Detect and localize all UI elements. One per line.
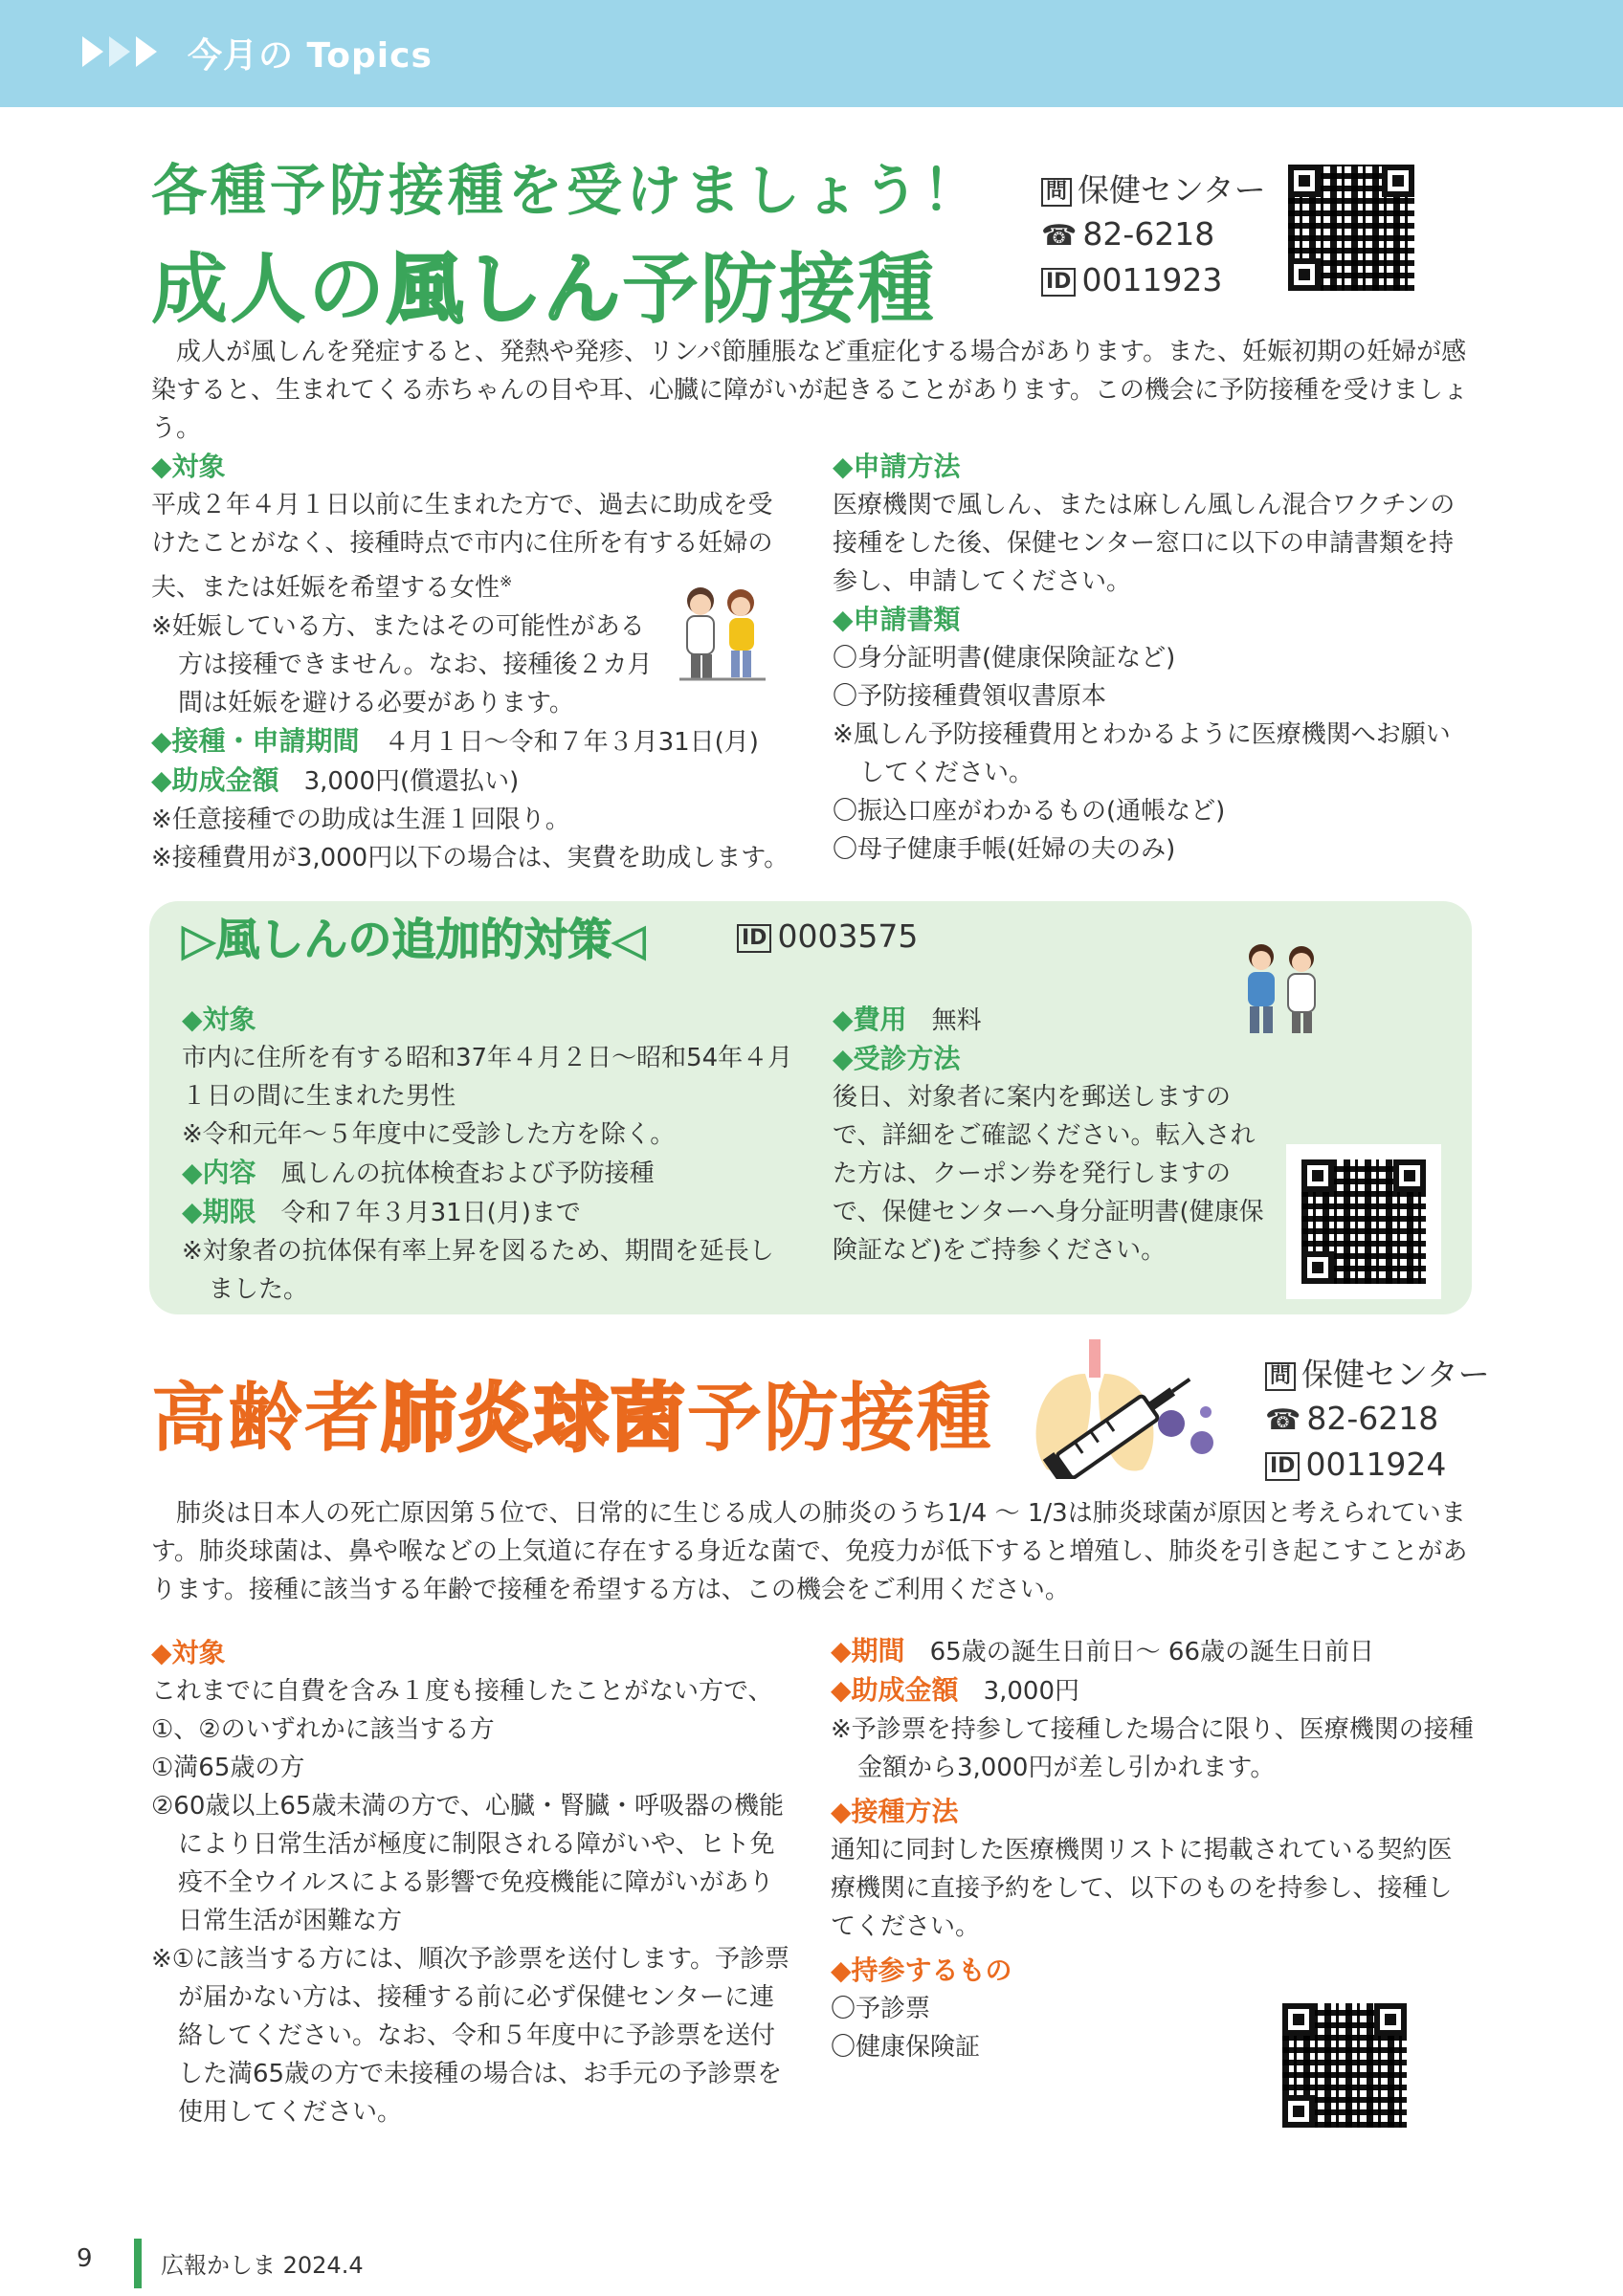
pneumo-title-highlight: 肺炎球菌 [381,1376,688,1462]
extra-target-heading: ◆対象 [182,1004,256,1035]
contact-office: 保健センター [1078,171,1266,209]
contact-phone: 82-6218 [1306,1400,1439,1437]
lungs-syringe-illustration [1018,1336,1229,1479]
rubella-intro: 成人が風しんを発症すると、発熱や発疹、リンパ節腫脹など重症化する場合があります。また、妊娠初期の妊婦が感染すると、生まれてくる赤ちゃんの目や耳、心臓に障がいが起きることがあります。この機会に予防接種を受けましょう。 [151,338,1468,443]
docs-item: 〇振込口座がわかるもの(通帳など) [833,797,1226,826]
extra-deadline-heading: ◆期限 [182,1196,256,1227]
period-heading: ◆接種・申請期間 [151,724,360,757]
extra-id-value: 0003575 [777,917,919,955]
target-heading: ◆対象 [151,451,226,482]
extra-content-row [182,1154,794,1193]
extra-content-heading: ◆内容 [182,1157,256,1188]
footer-divider [134,2239,142,2288]
target-mark: ※ [500,572,513,590]
qr-code[interactable] [1282,2003,1407,2128]
amount-value: 3,000円(償還払い) [303,766,520,796]
pneumo-title-part: 高齢者 [151,1376,382,1462]
pneumo-target-heading: ◆対象 [151,1637,226,1668]
period-value: ４月１日〜令和７年３月31日(月) [384,727,759,757]
page-number: 9 [77,2244,93,2273]
arrow-icons [82,36,157,67]
contact-office: 保健センター [1301,1356,1490,1393]
extra-cost-row [833,1001,1441,1040]
rubella-contact [1041,168,1266,302]
id-icon: ID [1041,268,1076,297]
additional-measures-title [182,905,646,968]
amount-row [151,762,794,801]
phone-icon: ☎ [1265,1403,1301,1437]
extra-id [737,915,918,959]
extra-deadline-note: ※対象者の抗体保有率上昇を図るため、期間を延長しました。 [182,1237,774,1304]
rubella-title-highlight: 風しん [387,245,622,334]
contact-phone: 82-6218 [1082,215,1215,253]
rubella-subtitle: 各種予防接種を受けましょう！ [151,158,983,223]
id-icon: ID [737,924,771,953]
pneumo-right-column [831,1632,1474,2066]
target-note: ※妊娠している方、またはその可能性がある方は接種できません。なお、接種後２カ月間は妊娠を避ける必要があります。 [151,611,653,718]
section-label: 今月の Topics [188,36,433,76]
rubella-right-column [833,448,1474,869]
extra-title-text: 風しんの追加的対策 [215,914,612,965]
amount-heading: ◆助成金額 [151,763,279,796]
inquiry-icon: 問 [1265,1362,1296,1391]
pneumo-amount-note: ※予診票を持参して接種した場合に限り、医療機関の接種金額から3,000円が差し引かれます。 [831,1715,1474,1782]
rubella-title [151,228,936,338]
pneumo-target-line: ①、②のいずれかに該当する方 [151,1715,495,1744]
apply-text: 医療機関で風しん、または麻しん風しん混合ワクチンの接種をした後、保健センター窓口に以下の申請書類を持参し、申請してください。 [833,491,1456,596]
docs-item: 〇母子健康手帳(妊婦の夫のみ) [833,835,1176,864]
contact-id: 0011924 [1305,1446,1447,1483]
arrow-right-icon [136,36,157,67]
contact-id: 0011923 [1081,261,1223,298]
id-icon: ID [1265,1452,1300,1481]
extra-deadline-row [182,1193,794,1232]
publication-name: 広報かしま 2024.4 [161,2252,364,2279]
pneumo-period-row [831,1632,1474,1671]
docs-item: 〇予防接種費領収書原本 [833,682,1107,711]
triangle-right-icon: ▷ [182,914,216,965]
pneumo-target-line: これまでに自費を含み１度も接種したことがない方で、 [151,1677,773,1706]
extra-cost-value: 無料 [931,1006,982,1035]
pneumo-title [151,1358,993,1466]
phone-icon: ☎ [1041,219,1078,253]
pneumo-bring-item: 〇予診票 [831,1995,931,2023]
docs-heading: ◆申請書類 [833,604,961,635]
target-body: 平成２年４月１日以前に生まれた方で、過去に助成を受けたことがなく、接種時点で市内に住所を有する妊婦の夫、または妊娠を希望する女性 [151,491,773,603]
pneumo-amount-heading: ◆助成金額 [831,1674,959,1706]
apply-heading: ◆申請方法 [833,451,961,482]
pneumo-amount-value: 3,000円 [983,1677,1079,1706]
pneumo-left-column [151,1634,790,2131]
rubella-title-part: 成人の [151,245,387,334]
pneumo-target-note: ※①に該当する方には、順次予診票を送付します。予診票が届かない方は、接種する前に必ず保健センターに連絡してください。なお、令和５年度中に予診票を送付した満65歳の方で未接種の場合は、お手元の予診票を使用してください。 [151,1945,790,2127]
arrow-right-icon [82,36,103,67]
pneumo-period-value: 65歳の誕生日前日〜 66歳の誕生日前日 [929,1638,1374,1667]
pneumo-target-line: ②60歳以上65歳未満の方で、心臓・腎臓・呼吸器の機能により日常生活が極度に制限される障がいや、ヒト免疫不全ウイルスによる影響で免疫機能に障がいがあり日常生活が困難な方 [151,1792,784,1935]
topics-header-band [0,0,1623,107]
extra-method-heading: ◆受診方法 [833,1043,961,1074]
extra-method-body: 後日、対象者に案内を郵送しますので、詳細をご確認ください。転入された方は、クーポン券を発行しますので、保健センターへ身分証明書(健康保険証など)をご持参ください。 [833,1083,1264,1265]
pneumo-method-heading: ◆接種方法 [831,1796,959,1827]
pneumo-bring-heading: ◆持参するもの [831,1954,1012,1986]
triangle-left-icon: ◁ [611,914,646,965]
pneumo-title-part: 予防接種 [687,1376,994,1462]
qr-code[interactable] [1288,165,1414,291]
amount-note: ※接種費用が3,000円以下の場合は、実費を助成します。 [151,843,789,872]
extra-cost-heading: ◆費用 [833,1004,907,1035]
rubella-title-part: 予防接種 [622,245,936,334]
pneumo-intro: 肺炎は日本人の死亡原因第５位で、日常的に生じる成人の肺炎のうち1/4 〜 1/3は肺炎球菌が原因と考えられています。肺炎球菌は、鼻や喉などの上気道に存在する身近な菌で、免疫力が低下すると増殖し、肺炎を引き起こすことがあります。接種に該当する年齢で接種を希望する方は、この機会をご利用ください。 [151,1499,1468,1604]
pneumo-period-heading: ◆期間 [831,1635,905,1667]
pneumo-contact [1265,1353,1490,1487]
qr-code[interactable] [1301,1159,1426,1284]
period-row [151,722,794,762]
amount-note: ※任意接種での助成は生涯１回限り。 [151,805,570,834]
pneumo-method-text: 通知に同封した医療機関リストに掲載されている契約医療機関に直接予約をして、以下のものを持参し、接種してください。 [831,1836,1453,1941]
extra-target-note: ※令和元年〜５年度中に受診した方を除く。 [182,1120,676,1149]
arrow-right-outline-icon [109,36,130,67]
docs-note: ※風しん予防接種費用とわかるように医療機関へお願いしてください。 [833,720,1451,787]
extra-deadline-value: 令和７年３月31日(月)まで [280,1199,581,1227]
doctor-patient-illustration [676,582,767,687]
extra-target-text: 市内に住所を有する昭和37年４月２日〜昭和54年４月１日の間に生まれた男性 [182,1044,793,1111]
extra-content-value: 風しんの抗体検査および予防接種 [280,1159,655,1188]
docs-item: 〇身分証明書(健康保険証など) [833,644,1176,673]
pneumo-amount-row [831,1671,1474,1711]
pneumo-target-line: ①満65歳の方 [151,1754,305,1782]
pneumo-bring-item: 〇健康保険証 [831,2033,981,2062]
inquiry-icon: 問 [1041,178,1072,207]
extra-left-column [182,1001,794,1309]
